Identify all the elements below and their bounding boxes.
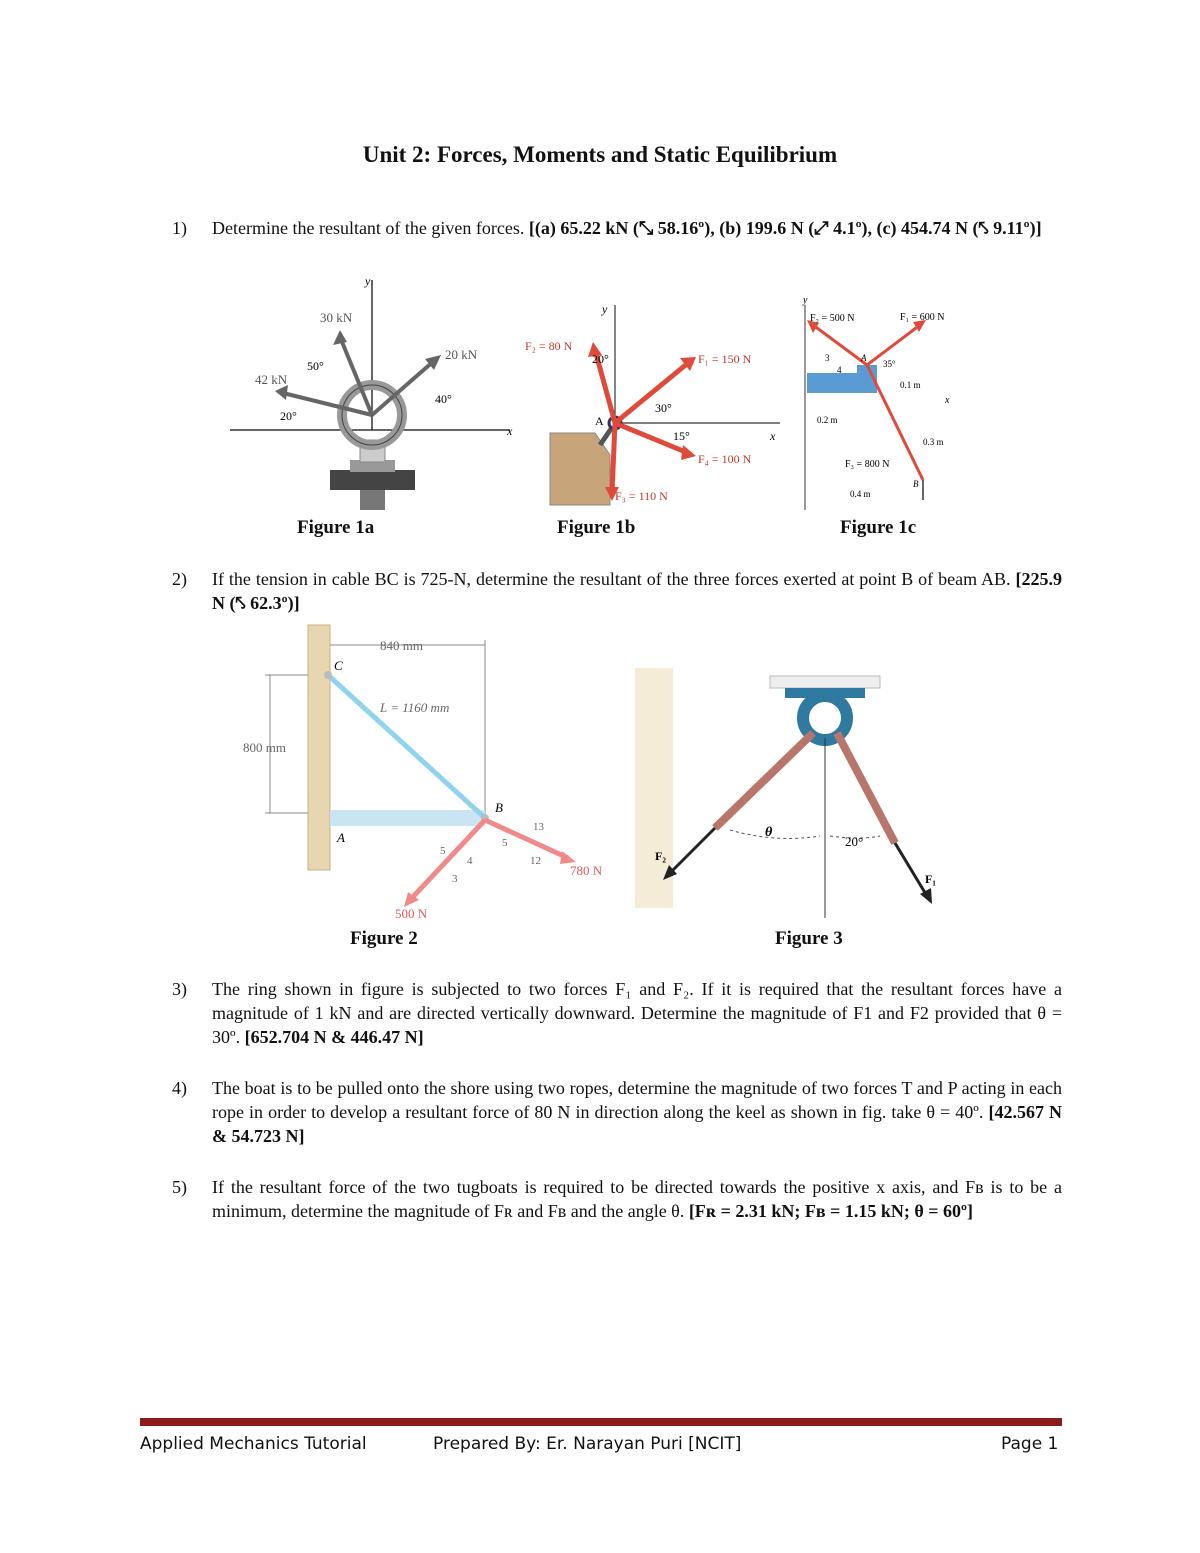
x-axis-label: x <box>945 395 950 406</box>
force-arrow-f1 <box>615 363 688 423</box>
figure-caption: Figure 3 <box>775 928 843 949</box>
wall <box>308 625 330 870</box>
figure-2 <box>240 620 620 925</box>
figure-1c <box>795 295 970 515</box>
force-label: 20 kN <box>445 347 478 362</box>
question-text <box>212 977 1062 1049</box>
angle-label: θ <box>765 825 773 840</box>
question-text <box>212 216 1062 240</box>
question-number: 3) <box>172 979 187 999</box>
force-label: F₁ = 600 N <box>900 312 945 323</box>
length-label: L = 1160 mm <box>380 700 450 715</box>
point-label: A <box>595 414 604 428</box>
force-label: F₁ <box>925 872 936 886</box>
question-5 <box>172 1175 1062 1223</box>
slope-label: 3 <box>452 873 458 885</box>
slope-label: 5 <box>502 837 508 849</box>
dimension-label: 0.1 m <box>900 380 921 390</box>
point-label: A <box>337 830 345 845</box>
slope-label: 4 <box>837 365 842 375</box>
question-answer: [652.704 N & 446.47 N] <box>244 1027 424 1047</box>
x-axis-label: x <box>507 424 513 438</box>
angle-label: 35° <box>883 359 896 369</box>
angle-label: 30° <box>655 401 672 415</box>
footer-author: Prepared By: Er. Narayan Puri [NCIT] <box>433 1434 742 1454</box>
dimension-label: 840 mm <box>380 638 423 653</box>
footer-page-number: Page 1 <box>1001 1434 1059 1454</box>
question-body: If the tension in cable BC is 725-N, determine the resultant of the three forces exerted at point B of beam AB. <box>212 569 1016 589</box>
slope-label: 4 <box>467 855 473 867</box>
force-arrow-f2 <box>670 828 715 873</box>
question-text <box>212 567 1062 615</box>
force-label: F₃ = 110 N <box>615 489 668 503</box>
figure-caption: Figure 1a <box>297 517 375 538</box>
point-label: B <box>913 479 919 489</box>
figure-1a <box>225 275 525 525</box>
angle-label: 20° <box>845 834 864 849</box>
force-label: F₃ = 800 N <box>845 459 890 470</box>
force-label: 42 kN <box>255 372 288 387</box>
ceiling-mount <box>770 676 880 688</box>
figure-caption: Figure 1c <box>840 517 917 538</box>
rope-f2 <box>715 733 813 828</box>
footer-course: Applied Mechanics Tutorial <box>140 1434 367 1454</box>
question-answer: [225.9 N (⤣ 62.3º)] <box>212 569 1062 613</box>
question-body: The ring shown in figure is subjected to two forces F₁ and F₂. If it is required that the resultant forces have a magnitude of 1 kN and are directed vertically downward. Determine the magnitude of F1 and F2 provided that θ = 30º. <box>212 979 1062 1047</box>
question-number: 4) <box>172 1078 187 1098</box>
dimension-label: 800 mm <box>243 740 286 755</box>
y-axis-label: y <box>365 274 371 288</box>
force-arrow-500n <box>410 820 485 900</box>
slope-label: 13 <box>533 821 544 833</box>
y-axis-label: y <box>602 302 608 316</box>
force-label: F₂ = 80 N <box>525 339 573 353</box>
x-axis-label: x <box>770 429 776 443</box>
question-body: If the resultant force of the two tugboats is required to be directed towards the positive x axis, and Fʙ is to be a minimum, determine the magnitude of Fʀ and Fʙ and the angle θ. <box>212 1177 1062 1221</box>
angle-label: 50° <box>307 359 324 373</box>
question-number: 5) <box>172 1177 187 1197</box>
question-text <box>212 1076 1062 1148</box>
question-1 <box>172 216 1062 240</box>
force-arrow-f1 <box>895 843 927 896</box>
question-answer: [42.567 N & 54.723 N] <box>212 1102 1063 1146</box>
page-title: Unit 2: Forces, Moments and Static Equilibrium <box>362 142 838 167</box>
slope-label: 3 <box>825 353 830 363</box>
force-label: 780 N <box>570 863 603 878</box>
force-label: F₄ = 100 N <box>698 452 752 466</box>
question-number: 2) <box>172 569 187 589</box>
figure-3 <box>635 668 965 926</box>
force-arrow-f3 <box>612 423 615 493</box>
dimension-label: 0.3 m <box>923 437 944 447</box>
force-arrow-f2 <box>813 325 867 365</box>
angle-label: 20° <box>280 409 297 423</box>
question-body: Determine the resultant of the given forces. <box>212 218 529 238</box>
angle-label: 20° <box>592 352 609 366</box>
force-label: F₂ = 500 N <box>810 313 855 324</box>
question-4 <box>172 1076 1062 1148</box>
force-arrow-780n <box>485 820 568 858</box>
question-text <box>212 1175 1062 1223</box>
angle-label: 40° <box>435 392 452 406</box>
slope-label: 12 <box>530 855 541 867</box>
slope-label: 5 <box>440 845 446 857</box>
base-plate <box>330 470 415 490</box>
force-label: 500 N <box>395 906 428 921</box>
force-label: F₁ = 150 N <box>698 352 752 366</box>
force-label: 30 kN <box>320 310 353 325</box>
point-label: A <box>861 353 867 363</box>
figure-caption: Figure 1b <box>557 517 636 538</box>
point-label: B <box>495 800 503 815</box>
question-answer: [Fʀ = 2.31 kN; Fʙ = 1.15 kN; θ = 60º] <box>688 1201 973 1221</box>
angle-label: 15° <box>673 429 690 443</box>
rope-f1 <box>837 733 895 843</box>
question-body: The boat is to be pulled onto the shore using two ropes, determine the magnitude of two forces T and P acting in each rope in order to develop a resultant force of 80 N in direction along the keel as shown in fig. take θ = 40º. <box>212 1078 1062 1122</box>
footer-divider <box>140 1418 1062 1426</box>
figure-1b <box>520 295 790 515</box>
cable-bc <box>328 675 485 818</box>
dimension-label: 0.2 m <box>817 415 838 425</box>
force-label: F₂ <box>655 849 666 863</box>
point-label: C <box>334 658 343 673</box>
question-number: 1) <box>172 218 187 238</box>
figure-caption: Figure 2 <box>350 928 418 949</box>
beam-ab <box>330 810 485 826</box>
dimension-label: 0.4 m <box>850 489 871 499</box>
y-axis-label: y <box>803 295 808 306</box>
question-answer: [(a) 65.22 kN (⤡ 58.16º), (b) 199.6 N (⤢ 4.1º), (c) 454.74 N (⤣ 9.11º)] <box>528 218 1042 238</box>
question-3 <box>172 977 1062 1049</box>
question-2 <box>172 567 1062 615</box>
